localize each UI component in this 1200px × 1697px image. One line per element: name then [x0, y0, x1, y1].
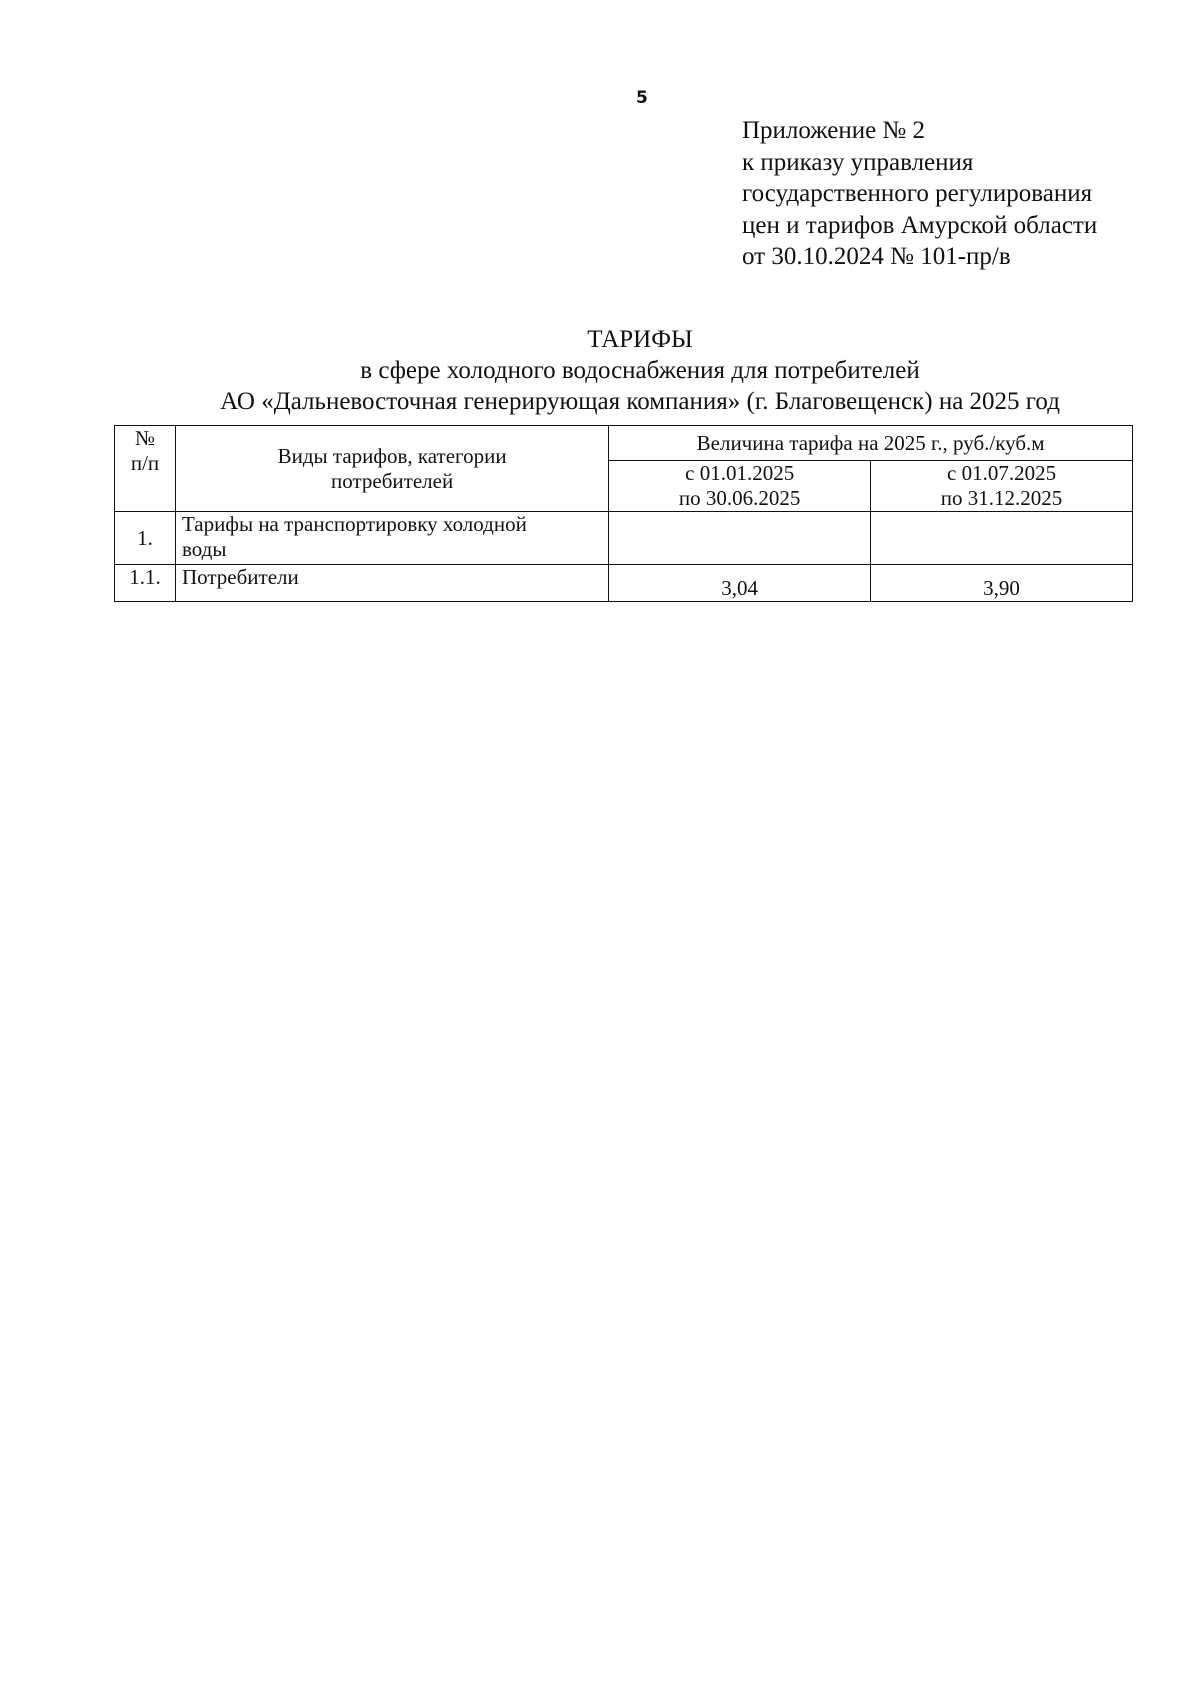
document-title [0, 324, 1200, 417]
header-tariff-value: Величина тарифа на 2025 г., руб./куб.м [609, 426, 1133, 461]
table-row [115, 565, 1133, 602]
header-number-line: № [134, 426, 156, 450]
title-main: ТАРИФЫ [587, 326, 693, 353]
appendix-line: государственного регулирования [742, 180, 1093, 207]
table-header-row [115, 426, 1133, 461]
appendix-line: к приказу управления [742, 148, 974, 176]
row-type-line: воды [181, 537, 227, 561]
period-line: с 01.01.2025 [685, 461, 795, 485]
row-number: 1.1. [115, 565, 176, 602]
row-value-1: 3,04 [609, 565, 871, 602]
row-tariff-type: Потребители [175, 565, 608, 602]
title-company: АО «Дальневосточная генерирующая компания» (г. Благовещенск) на 2025 год [220, 388, 1060, 415]
header-number-line: п/п [130, 451, 160, 475]
period-line: по 31.12.2025 [940, 486, 1063, 510]
row-tariff-type [175, 512, 608, 565]
header-type-line: Виды тарифов, категории [277, 443, 507, 468]
row-number: 1. [115, 512, 176, 565]
header-tariff-type [175, 426, 608, 512]
header-number [115, 426, 176, 512]
header-period-2 [871, 461, 1133, 512]
appendix-line: от 30.10.2024 № 101-пр/в [742, 243, 1011, 270]
appendix-line: Приложение № 2 [742, 117, 926, 144]
table-row [115, 512, 1133, 565]
appendix-line: цен и тарифов Амурской области [742, 211, 1098, 239]
page-number: 5 [636, 88, 648, 108]
period-line: с 01.07.2025 [947, 461, 1057, 485]
header-period-1 [609, 461, 871, 512]
title-subtitle: в сфере холодного водоснабжения для потребителей [360, 357, 920, 384]
period-line: по 30.06.2025 [678, 486, 801, 510]
appendix-block [742, 115, 1097, 273]
row-type-line: Тарифы на транспортировку холодной [181, 512, 527, 536]
row-value-2 [871, 512, 1133, 565]
row-value-2: 3,90 [871, 565, 1133, 602]
row-value-1 [609, 512, 871, 565]
header-type-line: потребителей [331, 468, 454, 493]
tariff-table [114, 425, 1133, 602]
